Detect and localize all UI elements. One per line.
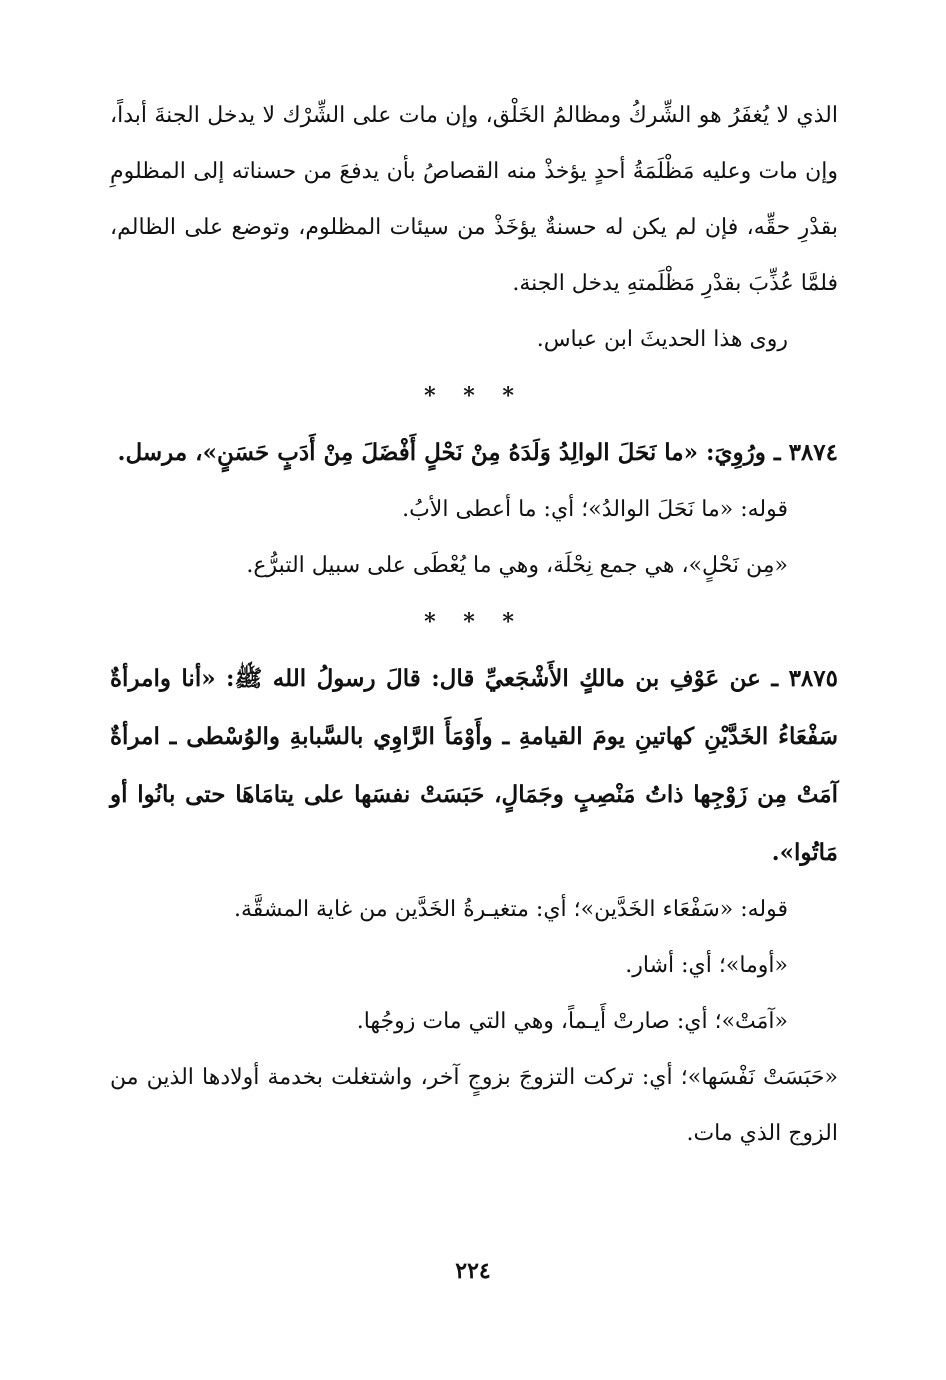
paragraph-narrator: روى هذا الحديثَ ابن عباس. bbox=[536, 327, 788, 352]
hadith-3874: ٣٨٧٤ ـ ورُوِيَ: «ما نَحَلَ الوالِدُ وَلَدَهُ مِنْ نَحْلٍ أَفْضَلَ مِنْ أَدَبٍ حَسَنٍ»، مرسل. bbox=[117, 439, 838, 466]
commentary-3875-b: «أوما»؛ أي: أشار. bbox=[625, 953, 788, 978]
commentary-3875-c: «آمَتْ»؛ أي: صارتْ أَيـماً، وهي التي مات زوجُها. bbox=[356, 1009, 788, 1034]
page-body bbox=[110, 88, 838, 1162]
page-number: ٢٢٤ bbox=[455, 1258, 491, 1284]
commentary-3875-d: «حَبَسَتْ نَفْسَها»؛ أي: تركت التزوجَ بزوجٍ آخر، واشتغلت بخدمة أولادها الذين من الزوج الذي مات. bbox=[110, 1065, 838, 1146]
commentary-3875-a: قوله: «سَفْعَاء الخَدَّين»؛ أي: متغيـرةُ الخَدَّين من غاية المشقَّة. bbox=[233, 897, 788, 922]
commentary-3874-b: «مِن نَحْلٍ»، هي جمع نِحْلَة، وهي ما يُعْطَى على سبيل التبرُّع. bbox=[246, 553, 788, 578]
section-divider-stars: * * * bbox=[424, 383, 524, 409]
commentary-3874-a: قوله: «ما نَحَلَ الوالدُ»؛ أي: ما أعطى الأبُ. bbox=[402, 497, 788, 522]
hadith-3875: ٣٨٧٥ ـ عن عَوْفِ بن مالكٍ الأَشْجَعيِّ قال: قالَ رسولُ الله ﷺ: «أنا وامرأةٌ سَفْعَاءُ الخَدَّيْنِ كهاتينِ يومَ القيامةِ ـ وأَوْمَأَ الرَّاوِي بالسَّبابةِ والوُسْطى ـ امرأةٌ آمَتْ مِن زَوْجِها ذاتُ مَنْصِبٍ وجَمَالٍ، حَبَسَتْ نفسَها على يتامَاهَا حتى بانُوا أو مَاتُوا». bbox=[110, 665, 838, 866]
paragraph-commentary-1: الذي لا يُغفَرُ هو الشِّركُ ومظالمُ الخَلْق، وإن مات على الشِّرْك لا يدخل الجنةَ أبداً، وإن مات وعليه مَظْلَمَةُ أحدٍ يؤخذْ منه القصاصُ بأن يدفعَ من حسناته إلى المظلومِ بقدْرِ حقِّه، فإن لم يكن له حسنةٌ يؤخَذْ من سيئات المظلوم، وتوضع على الظالم، فلمَّا عُذِّبَ بقدْرِ مَظْلَمتهِ يدخل الجنة. bbox=[110, 103, 838, 296]
section-divider-stars: * * * bbox=[424, 609, 524, 635]
